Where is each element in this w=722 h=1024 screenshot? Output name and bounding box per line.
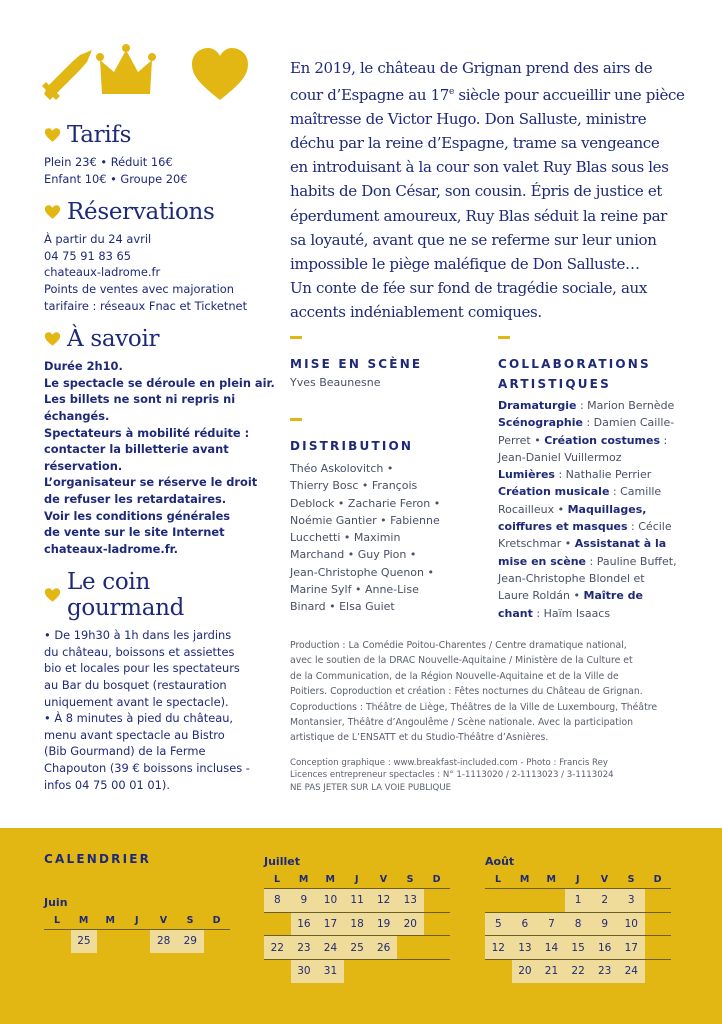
calendar-day: 5 bbox=[485, 912, 512, 936]
collaboration-line: Kretschmar • Assistanat à la bbox=[498, 537, 667, 551]
calendar-day: 19 bbox=[370, 912, 397, 936]
reservations-section bbox=[44, 199, 274, 314]
calendar-day: 22 bbox=[264, 936, 291, 960]
credit-line: Coproductions : Théâtre de Liège, Théâtres de la Ville de Luxembourg, Théâtre bbox=[290, 701, 658, 713]
info-line: contacter la billetterie avant bbox=[44, 442, 229, 457]
gourmand-line: bio et locales pour les spectateurs bbox=[44, 661, 240, 676]
intro-line: en introduisant à la cour son valet Ruy Blas sous les bbox=[290, 158, 669, 177]
calendar-day: 20 bbox=[512, 960, 539, 983]
collaboration-line: Perret • Création costumes : bbox=[498, 433, 668, 447]
info-line: chateaux-ladrome.fr. bbox=[44, 541, 178, 556]
info-line: Le spectacle se déroule en plein air. bbox=[44, 375, 275, 390]
distribution-heading: DISTRIBUTION bbox=[290, 439, 414, 453]
day-header: S bbox=[627, 874, 635, 885]
header-icons bbox=[40, 42, 250, 102]
intro-paragraph bbox=[290, 56, 700, 324]
calendar-day bbox=[44, 930, 71, 953]
a-savoir-heading: À savoir bbox=[67, 326, 160, 353]
day-header: M bbox=[105, 915, 116, 926]
reservation-line: 04 75 91 83 65 bbox=[44, 248, 131, 263]
gourmand-line: Chapouton (39 € boissons incluses - bbox=[44, 761, 250, 776]
cast-line: Marine Sylf • Anne-Lise bbox=[290, 583, 419, 597]
calendar-day: 8 bbox=[264, 889, 291, 913]
credit-line: Montansier, Théâtre d’Angoulême / Scène nationale. Avec la participation bbox=[290, 717, 634, 729]
calendar-day: 22 bbox=[565, 960, 592, 983]
coin-gourmand-section bbox=[44, 569, 274, 793]
gourmand-line: menu avant spectacle au Bistro bbox=[44, 727, 225, 742]
gourmand-line: du château, boissons et assiettes bbox=[44, 644, 235, 659]
info-line: échangés. bbox=[44, 408, 110, 423]
day-header: J bbox=[576, 874, 581, 885]
calendar-month-aout bbox=[485, 855, 671, 983]
calendar-day bbox=[397, 936, 424, 960]
info-line: Les billets ne sont ni repris ni bbox=[44, 392, 236, 407]
tarif-line: Plein 23€ • Réduit 16€ bbox=[44, 155, 173, 169]
calendar-day: 14 bbox=[538, 936, 565, 960]
calendar-day bbox=[485, 960, 512, 983]
calendar-day: 17 bbox=[618, 936, 645, 960]
calendar-day: 10 bbox=[317, 889, 344, 913]
day-header: L bbox=[495, 874, 502, 885]
heart-icon bbox=[192, 48, 248, 100]
collaboration-line: coiffures et masques : Cécile bbox=[498, 520, 672, 534]
divider-dash bbox=[290, 336, 302, 339]
collaboration-line: Dramaturgie : Marion Bernède bbox=[498, 399, 675, 412]
month-grid bbox=[485, 871, 671, 983]
calendar-day bbox=[645, 889, 672, 913]
tarifs-section bbox=[44, 122, 274, 187]
credit-line: de la Communication, de la Région Nouvelle-Aquitaine et de la Ville de bbox=[290, 670, 619, 682]
calendar-day bbox=[344, 960, 371, 983]
info-line: de vente sur le site Internet bbox=[44, 525, 225, 540]
coin-gourmand-heading: Le coin gourmand bbox=[67, 569, 185, 622]
calendar-day: 1 bbox=[565, 889, 592, 913]
left-column bbox=[44, 122, 274, 805]
intro-line: accents indéniablement comiques. bbox=[290, 302, 542, 321]
cast-line: Marchand • Guy Pion • bbox=[290, 548, 417, 562]
gourmand-line: • À 8 minutes à pied du château, bbox=[44, 711, 234, 726]
calendar-day bbox=[645, 960, 672, 983]
day-header: M bbox=[546, 874, 557, 885]
month-grid bbox=[264, 871, 450, 983]
heart-icon bbox=[44, 204, 61, 220]
day-header: M bbox=[298, 874, 309, 885]
day-header: V bbox=[159, 915, 168, 926]
heart-icon bbox=[44, 127, 61, 143]
calendar-day: 16 bbox=[291, 912, 318, 936]
credit-line: avec le soutien de la DRAC Nouvelle-Aquitaine / Ministère de la Culture et bbox=[290, 655, 633, 667]
calendar-day: 2 bbox=[591, 889, 618, 913]
footer-line: Conception graphique : www.breakfast-included.com - Photo : Francis Rey bbox=[290, 758, 609, 768]
info-line: Spectateurs à mobilité réduite : bbox=[44, 425, 250, 440]
intro-line: sa loyauté, avant que ne se referme sur leur union bbox=[290, 230, 657, 249]
calendar-day: 13 bbox=[397, 889, 424, 913]
intro-line: éperdument amoureux, Ruy Blas séduit la reine par bbox=[290, 206, 667, 225]
heart-icon bbox=[44, 587, 61, 603]
calendar-day bbox=[424, 889, 451, 913]
tarifs-heading: Tarifs bbox=[67, 122, 132, 148]
day-header: L bbox=[54, 915, 61, 926]
calendar-day bbox=[512, 889, 539, 913]
intro-line: maîtresse de Victor Hugo. Don Salluste, ministre bbox=[290, 110, 647, 129]
calendar-day: 3 bbox=[618, 889, 645, 913]
intro-line: impossible le piège maléfique de Don Salluste… bbox=[290, 254, 640, 273]
calendar-day: 20 bbox=[397, 912, 424, 936]
intro-line: déchu par la reine d’Espagne, trame sa vengeance bbox=[290, 134, 660, 153]
calendar-day bbox=[424, 960, 451, 983]
collaboration-line: Jean-Daniel Vuillermoz bbox=[498, 450, 622, 464]
info-line: L’organisateur se réserve le droit bbox=[44, 475, 258, 490]
day-header: D bbox=[432, 874, 442, 885]
calendar-day: 25 bbox=[344, 936, 371, 960]
calendar-day: 6 bbox=[512, 912, 539, 936]
calendar-day bbox=[264, 912, 291, 936]
calendar-day: 9 bbox=[291, 889, 318, 913]
cast-line: Noémie Gantier • Fabienne bbox=[290, 513, 440, 527]
intro-line: habits de Don César, son cousin. Épris de justice et bbox=[290, 182, 663, 201]
cast-line: Binard • Elsa Guiet bbox=[290, 600, 395, 614]
calendar-day: 26 bbox=[370, 936, 397, 960]
calendar-day bbox=[424, 912, 451, 936]
day-header: L bbox=[274, 874, 281, 885]
calendar-day: 31 bbox=[317, 960, 344, 983]
calendar-day: 16 bbox=[591, 936, 618, 960]
cast-line: Théo Askolovitch • bbox=[290, 462, 394, 475]
calendar-day bbox=[204, 930, 231, 953]
calendar-day bbox=[645, 936, 672, 960]
production-credits bbox=[290, 638, 700, 746]
calendar-day bbox=[645, 912, 672, 936]
day-header: J bbox=[135, 915, 140, 926]
divider-dash bbox=[290, 418, 302, 421]
day-header: J bbox=[355, 874, 360, 885]
intro-line: Un conte de fée sur fond de tragédie sociale, aux bbox=[290, 278, 647, 297]
distribution-block bbox=[290, 436, 440, 616]
calendar-day bbox=[97, 930, 124, 953]
reservation-line: À partir du 24 avril bbox=[44, 232, 152, 247]
day-header: V bbox=[600, 874, 609, 885]
gourmand-line: • De 19h30 à 1h dans les jardins bbox=[44, 628, 232, 643]
calendar-month-juin bbox=[44, 896, 230, 953]
collaboration-line: Laure Roldán • Maître de bbox=[498, 589, 643, 603]
footer-line: NE PAS JETER SUR LA VOIE PUBLIQUE bbox=[290, 782, 452, 793]
day-header: M bbox=[325, 874, 336, 885]
gourmand-line: (Bib Gourmand) de la Ferme bbox=[44, 744, 206, 759]
month-name: Juin bbox=[44, 896, 68, 909]
divider-dash bbox=[498, 336, 510, 339]
collaborations-block bbox=[498, 354, 677, 622]
tarif-line: Enfant 10€ • Groupe 20€ bbox=[44, 171, 188, 186]
credit-line: artistique de L’ENSATT et du Studio-Théâtre d’Asnières. bbox=[290, 732, 549, 744]
credit-line: Poitiers. Coproduction et création : Fêtes nocturnes du Château de Grignan. bbox=[290, 686, 643, 698]
intro-line: En 2019, le château de Grignan prend des airs de bbox=[290, 59, 653, 77]
collaboration-line: Création musicale : Camille bbox=[498, 485, 662, 499]
gourmand-line: uniquement avant le spectacle). bbox=[44, 694, 229, 709]
info-line: de refuser les retardataires. bbox=[44, 491, 227, 506]
collaborations-heading: COLLABORATIONS bbox=[498, 357, 651, 371]
collaboration-line: mise en scène : Pauline Buffet, bbox=[498, 554, 677, 568]
calendar-day: 12 bbox=[485, 936, 512, 960]
calendar-day bbox=[264, 960, 291, 983]
a-savoir-section bbox=[44, 326, 274, 557]
collaboration-line: Lumières : Nathalie Perrier bbox=[498, 468, 652, 482]
collaboration-line: Scénographie : Damien Caille- bbox=[498, 416, 675, 430]
month-name: Juillet bbox=[264, 855, 300, 868]
mise-en-scene-block bbox=[290, 354, 422, 391]
reservation-line: Points de ventes avec majoration bbox=[44, 281, 234, 296]
calendar-day: 12 bbox=[370, 889, 397, 913]
collaboration-line: Jean-Christophe Blondel et bbox=[498, 571, 645, 585]
reservation-line: tarifaire : réseaux Fnac et Ticketnet bbox=[44, 298, 248, 313]
calendar-day: 8 bbox=[565, 912, 592, 936]
collaboration-line: chant : Haïm Isaacs bbox=[498, 606, 611, 620]
info-line: Voir les conditions générales bbox=[44, 508, 231, 523]
calendar-day bbox=[538, 889, 565, 913]
calendar-day bbox=[370, 960, 397, 983]
calendar-day: 17 bbox=[317, 912, 344, 936]
calendar-day: 25 bbox=[71, 930, 98, 953]
sword-icon bbox=[42, 50, 92, 100]
calendar-day: 28 bbox=[150, 930, 177, 953]
credit-line: Production : La Comédie Poitou-Charentes / Centre dramatique national, bbox=[290, 640, 627, 651]
crown-icon bbox=[96, 44, 156, 94]
calendar-day: 13 bbox=[512, 936, 539, 960]
day-header: M bbox=[78, 915, 89, 926]
calendar-day: 23 bbox=[591, 960, 618, 983]
intro-line: cour d’Espagne au 17e siècle pour accueillir une pièce bbox=[290, 86, 685, 105]
gourmand-line: au Bar du bosquet (restauration bbox=[44, 678, 227, 693]
calendar-day: 7 bbox=[538, 912, 565, 936]
day-header: V bbox=[379, 874, 388, 885]
calendar-day bbox=[397, 960, 424, 983]
calendar-title: CALENDRIER bbox=[44, 852, 152, 866]
calendar-day: 10 bbox=[618, 912, 645, 936]
footer-notes bbox=[290, 757, 614, 794]
month-grid bbox=[44, 912, 230, 953]
calendar-day: 9 bbox=[591, 912, 618, 936]
calendar-day: 24 bbox=[618, 960, 645, 983]
calendar-day: 18 bbox=[344, 912, 371, 936]
mise-en-scene-name: Yves Beaunesne bbox=[290, 376, 381, 389]
cast-line: Thierry Bosc • François bbox=[290, 479, 418, 493]
calendar-day: 30 bbox=[291, 960, 318, 983]
footer-line: Licences entrepreneur spectacles : N° 1-1113020 / 2-1113023 / 3-1113024 bbox=[290, 770, 614, 781]
collaborations-heading: ARTISTIQUES bbox=[498, 377, 611, 391]
collaboration-line: Rocailleux • Maquillages, bbox=[498, 502, 647, 516]
month-name: Août bbox=[485, 855, 515, 868]
calendar-day: 15 bbox=[565, 936, 592, 960]
calendar-day: 23 bbox=[291, 936, 318, 960]
day-header: S bbox=[406, 874, 414, 885]
info-line: réservation. bbox=[44, 458, 123, 473]
calendar-day: 11 bbox=[344, 889, 371, 913]
day-header: S bbox=[186, 915, 194, 926]
heart-icon bbox=[44, 331, 61, 347]
day-header: D bbox=[212, 915, 222, 926]
cast-line: Lucchetti • Maximin bbox=[290, 531, 401, 545]
cast-line: Deblock • Zacharie Feron • bbox=[290, 496, 441, 510]
calendar-day bbox=[424, 936, 451, 960]
mise-en-scene-heading: MISE EN SCÈNE bbox=[290, 357, 423, 371]
calendar-day bbox=[124, 930, 151, 953]
calendar-day: 24 bbox=[317, 936, 344, 960]
day-header: M bbox=[519, 874, 530, 885]
calendar-day: 21 bbox=[538, 960, 565, 983]
day-header: D bbox=[653, 874, 663, 885]
info-line: Durée 2h10. bbox=[44, 359, 123, 374]
calendar-day: 29 bbox=[177, 930, 204, 953]
calendar-day bbox=[485, 889, 512, 913]
cast-line: Jean-Christophe Quenon • bbox=[290, 565, 434, 579]
reservation-line: chateaux-ladrome.fr bbox=[44, 265, 161, 280]
reservations-heading: Réservations bbox=[67, 199, 215, 226]
gourmand-line: infos 04 75 00 01 01). bbox=[44, 777, 170, 792]
calendar-month-juillet bbox=[264, 855, 450, 983]
